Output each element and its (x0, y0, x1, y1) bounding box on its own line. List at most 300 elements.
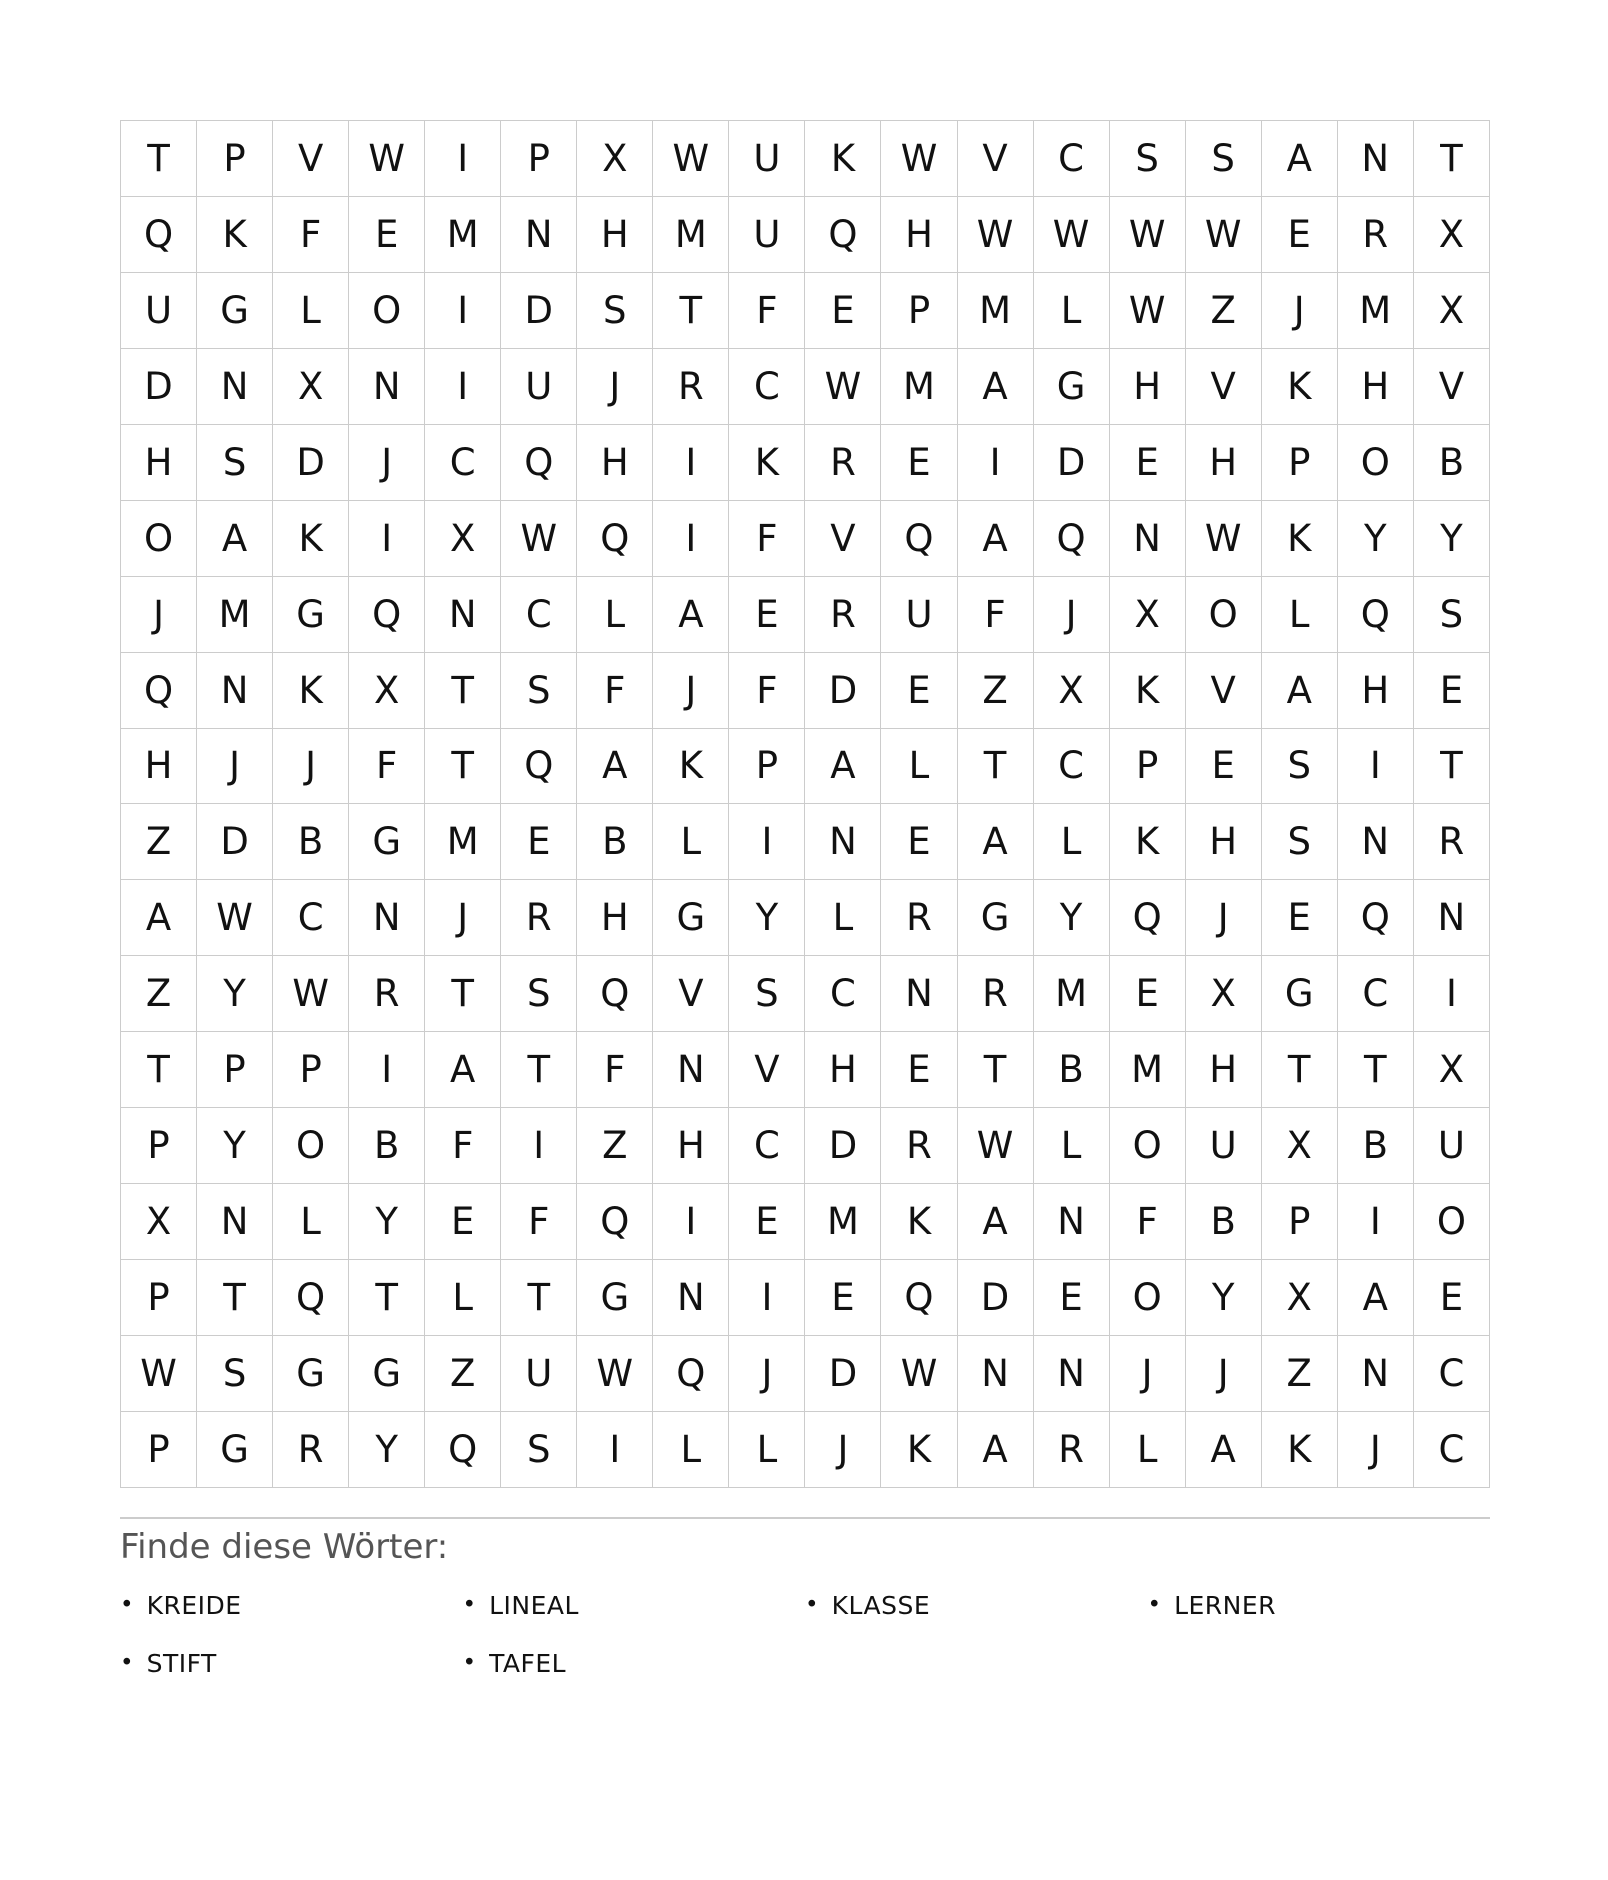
grid-cell: P (197, 121, 273, 197)
grid-cell: Y (1337, 500, 1413, 576)
grid-cell: E (805, 272, 881, 348)
grid-cell: E (1185, 728, 1261, 804)
grid-cell: Q (121, 196, 197, 272)
grid-cell: Q (1033, 500, 1109, 576)
grid-cell: E (1413, 1260, 1489, 1336)
word-list-item (805, 1588, 1148, 1622)
grid-cell: W (957, 1108, 1033, 1184)
grid-cell: E (881, 652, 957, 728)
grid-cell: W (1185, 500, 1261, 576)
grid-cell: M (881, 348, 957, 424)
grid-cell: Z (121, 804, 197, 880)
grid-cell: N (349, 348, 425, 424)
grid-cell: D (1033, 424, 1109, 500)
grid-cell: Q (577, 956, 653, 1032)
grid-row (121, 121, 1490, 197)
grid-cell: I (577, 1411, 653, 1487)
grid-cell: Q (881, 500, 957, 576)
grid-cell: B (577, 804, 653, 880)
grid-cell: S (1261, 728, 1337, 804)
grid-cell: X (1185, 956, 1261, 1032)
grid-cell: M (425, 804, 501, 880)
grid-cell: Y (729, 880, 805, 956)
grid-cell: P (197, 1032, 273, 1108)
grid-cell: H (1185, 424, 1261, 500)
grid-cell: C (1413, 1336, 1489, 1412)
grid-cell: Q (1109, 880, 1185, 956)
grid-cell: N (1033, 1336, 1109, 1412)
grid-cell: W (957, 196, 1033, 272)
grid-cell: X (1033, 652, 1109, 728)
grid-cell: L (425, 1260, 501, 1336)
grid-cell: X (1413, 1032, 1489, 1108)
grid-cell: X (1261, 1108, 1337, 1184)
grid-cell: N (805, 804, 881, 880)
grid-cell: C (425, 424, 501, 500)
grid-cell: Q (273, 1260, 349, 1336)
grid-row (121, 348, 1490, 424)
grid-row (121, 1260, 1490, 1336)
grid-cell: Q (425, 1411, 501, 1487)
grid-cell: J (577, 348, 653, 424)
grid-cell: V (957, 121, 1033, 197)
grid-cell: V (1185, 348, 1261, 424)
grid-cell: O (273, 1108, 349, 1184)
grid-cell: Q (501, 424, 577, 500)
grid-cell: J (729, 1336, 805, 1412)
grid-cell: B (1337, 1108, 1413, 1184)
grid-cell: K (729, 424, 805, 500)
grid-cell: G (653, 880, 729, 956)
grid-cell: L (1261, 576, 1337, 652)
grid-cell: T (121, 121, 197, 197)
grid-cell: N (653, 1032, 729, 1108)
word-list-item (1148, 1588, 1491, 1622)
grid-cell: N (425, 576, 501, 652)
grid-cell: J (121, 576, 197, 652)
grid-cell: S (501, 652, 577, 728)
grid-cell: M (1337, 272, 1413, 348)
grid-cell: G (1033, 348, 1109, 424)
grid-cell: R (881, 1108, 957, 1184)
grid-cell: T (197, 1260, 273, 1336)
grid-cell: J (1185, 880, 1261, 956)
grid-cell: H (1109, 348, 1185, 424)
grid-cell: Q (1337, 880, 1413, 956)
grid-cell: C (729, 348, 805, 424)
grid-cell: X (1413, 272, 1489, 348)
grid-cell: V (805, 500, 881, 576)
grid-cell: T (349, 1260, 425, 1336)
grid-cell: M (425, 196, 501, 272)
grid-cell: P (273, 1032, 349, 1108)
grid-cell: H (577, 880, 653, 956)
grid-row (121, 196, 1490, 272)
grid-cell: F (349, 728, 425, 804)
word-label: LERNER (1174, 1590, 1277, 1620)
grid-cell: L (1033, 272, 1109, 348)
grid-cell: T (121, 1032, 197, 1108)
grid-cell: E (425, 1184, 501, 1260)
grid-cell: M (957, 272, 1033, 348)
grid-cell: V (1413, 348, 1489, 424)
grid-cell: U (501, 348, 577, 424)
grid-cell: I (1337, 728, 1413, 804)
grid-cell: E (805, 1260, 881, 1336)
grid-cell: H (1185, 1032, 1261, 1108)
grid-cell: E (729, 1184, 805, 1260)
word-list-item (463, 1588, 806, 1622)
grid-cell: I (957, 424, 1033, 500)
grid-cell: L (1033, 1108, 1109, 1184)
grid-cell: R (805, 576, 881, 652)
grid-cell: G (1261, 956, 1337, 1032)
grid-cell: K (881, 1411, 957, 1487)
grid-cell: X (1413, 196, 1489, 272)
grid-cell: W (881, 1336, 957, 1412)
grid-cell: B (349, 1108, 425, 1184)
grid-cell: P (501, 121, 577, 197)
grid-cell: S (197, 424, 273, 500)
grid-cell: D (501, 272, 577, 348)
grid-row (121, 956, 1490, 1032)
grid-cell: N (1337, 121, 1413, 197)
grid-cell: W (577, 1336, 653, 1412)
grid-cell: W (1109, 272, 1185, 348)
grid-cell: J (1109, 1336, 1185, 1412)
grid-cell: G (349, 1336, 425, 1412)
grid-cell: Q (501, 728, 577, 804)
grid-cell: I (425, 121, 501, 197)
grid-cell: G (273, 576, 349, 652)
grid-cell: T (1413, 121, 1489, 197)
grid-cell: A (197, 500, 273, 576)
grid-cell: E (349, 196, 425, 272)
grid-row (121, 1184, 1490, 1260)
grid-cell: Q (653, 1336, 729, 1412)
grid-cell: W (1185, 196, 1261, 272)
grid-cell: D (805, 652, 881, 728)
grid-row (121, 804, 1490, 880)
grid-cell: K (1261, 1411, 1337, 1487)
grid-cell: A (957, 1411, 1033, 1487)
word-list-item (120, 1646, 463, 1680)
grid-cell: F (729, 500, 805, 576)
grid-cell: J (425, 880, 501, 956)
grid-cell: K (273, 652, 349, 728)
grid-cell: P (1109, 728, 1185, 804)
grid-cell: X (1109, 576, 1185, 652)
grid-cell: R (349, 956, 425, 1032)
grid-cell: V (729, 1032, 805, 1108)
grid-cell: Q (349, 576, 425, 652)
grid-cell: L (653, 804, 729, 880)
grid-cell: I (653, 500, 729, 576)
grid-cell: Z (1185, 272, 1261, 348)
grid-cell: C (1337, 956, 1413, 1032)
grid-cell: E (1413, 652, 1489, 728)
grid-cell: A (805, 728, 881, 804)
grid-cell: L (273, 1184, 349, 1260)
grid-cell: M (197, 576, 273, 652)
grid-cell: J (273, 728, 349, 804)
grid-cell: Q (577, 1184, 653, 1260)
word-list (120, 1588, 1490, 1680)
grid-cell: Z (425, 1336, 501, 1412)
grid-cell: N (349, 880, 425, 956)
grid-cell: H (805, 1032, 881, 1108)
grid-cell: X (349, 652, 425, 728)
grid-row (121, 1108, 1490, 1184)
grid-cell: K (881, 1184, 957, 1260)
grid-cell: L (881, 728, 957, 804)
grid-cell: I (653, 424, 729, 500)
grid-cell: D (197, 804, 273, 880)
grid-cell: J (805, 1411, 881, 1487)
grid-cell: H (1337, 348, 1413, 424)
grid-cell: U (501, 1336, 577, 1412)
grid-cell: I (425, 348, 501, 424)
grid-cell: E (1109, 956, 1185, 1032)
grid-cell: S (729, 956, 805, 1032)
grid-cell: W (881, 121, 957, 197)
grid-row (121, 652, 1490, 728)
grid-cell: K (653, 728, 729, 804)
grid-cell: D (121, 348, 197, 424)
grid-cell: L (1109, 1411, 1185, 1487)
grid-cell: F (577, 1032, 653, 1108)
grid-cell: A (121, 880, 197, 956)
grid-cell: H (121, 728, 197, 804)
grid-cell: E (881, 804, 957, 880)
grid-cell: F (425, 1108, 501, 1184)
grid-cell: A (1261, 121, 1337, 197)
grid-cell: I (501, 1108, 577, 1184)
word-list-heading: Finde diese Wörter: (120, 1527, 449, 1567)
word-label: LINEAL (489, 1590, 579, 1620)
grid-cell: S (197, 1336, 273, 1412)
grid-cell: R (273, 1411, 349, 1487)
grid-cell: L (805, 880, 881, 956)
grid-cell: A (425, 1032, 501, 1108)
grid-cell: D (805, 1108, 881, 1184)
grid-cell: F (1109, 1184, 1185, 1260)
grid-cell: O (121, 500, 197, 576)
grid-cell: J (1261, 272, 1337, 348)
grid-cell: S (1413, 576, 1489, 652)
grid-cell: F (577, 652, 653, 728)
grid-cell: Y (197, 1108, 273, 1184)
grid-cell: S (577, 272, 653, 348)
grid-cell: S (1261, 804, 1337, 880)
grid-cell: N (881, 956, 957, 1032)
grid-cell: E (881, 424, 957, 500)
grid-cell: S (501, 956, 577, 1032)
grid-cell: D (805, 1336, 881, 1412)
grid-cell: E (1261, 880, 1337, 956)
grid-cell: T (425, 728, 501, 804)
grid-cell: L (729, 1411, 805, 1487)
grid-cell: H (577, 196, 653, 272)
word-search-grid (120, 120, 1490, 1488)
bullet-icon: • (805, 1591, 819, 1618)
grid-cell: N (1337, 804, 1413, 880)
grid-cell: P (121, 1411, 197, 1487)
grid-row (121, 728, 1490, 804)
bullet-icon: • (462, 1649, 477, 1676)
grid-cell: O (349, 272, 425, 348)
grid-cell: A (957, 1184, 1033, 1260)
grid-cell: C (805, 956, 881, 1032)
grid-cell: Q (1337, 576, 1413, 652)
grid-cell: H (1185, 804, 1261, 880)
grid-cell: C (729, 1108, 805, 1184)
grid-cell: Q (805, 196, 881, 272)
grid-row (121, 500, 1490, 576)
grid-cell: P (1261, 1184, 1337, 1260)
grid-cell: J (653, 652, 729, 728)
grid-cell: E (501, 804, 577, 880)
grid-cell: I (349, 1032, 425, 1108)
grid-row (121, 1411, 1490, 1487)
grid-cell: X (121, 1184, 197, 1260)
grid-cell: W (653, 121, 729, 197)
grid-cell: P (121, 1108, 197, 1184)
grid-cell: C (1033, 728, 1109, 804)
word-list-item (463, 1646, 806, 1680)
grid-cell: H (881, 196, 957, 272)
grid-cell: A (653, 576, 729, 652)
grid-cell: R (1033, 1411, 1109, 1487)
grid-cell: K (273, 500, 349, 576)
grid-cell: J (1185, 1336, 1261, 1412)
grid-row (121, 880, 1490, 956)
grid-cell: N (1033, 1184, 1109, 1260)
grid-cell: J (197, 728, 273, 804)
grid-cell: E (729, 576, 805, 652)
grid-cell: Q (577, 500, 653, 576)
grid-cell: C (1033, 121, 1109, 197)
grid-cell: N (501, 196, 577, 272)
grid-cell: W (121, 1336, 197, 1412)
grid-cell: P (729, 728, 805, 804)
grid-cell: A (577, 728, 653, 804)
grid-cell: T (501, 1260, 577, 1336)
grid-cell: I (729, 804, 805, 880)
word-label: KREIDE (146, 1590, 242, 1620)
grid-cell: T (1413, 728, 1489, 804)
grid-cell: R (1337, 196, 1413, 272)
grid-cell: U (1413, 1108, 1489, 1184)
grid-cell: F (501, 1184, 577, 1260)
grid-row (121, 272, 1490, 348)
grid-cell: U (1185, 1108, 1261, 1184)
grid-cell: A (957, 500, 1033, 576)
grid-cell: F (729, 652, 805, 728)
grid-cell: O (1185, 576, 1261, 652)
grid-cell: S (1185, 121, 1261, 197)
grid-cell: G (273, 1336, 349, 1412)
grid-cell: E (1109, 424, 1185, 500)
grid-cell: F (957, 576, 1033, 652)
grid-cell: J (1337, 1411, 1413, 1487)
grid-cell: M (653, 196, 729, 272)
grid-cell: I (729, 1260, 805, 1336)
grid-cell: H (577, 424, 653, 500)
grid-cell: A (1185, 1411, 1261, 1487)
grid-cell: I (1413, 956, 1489, 1032)
grid-cell: I (1337, 1184, 1413, 1260)
grid-cell: O (1109, 1108, 1185, 1184)
grid-cell: W (501, 500, 577, 576)
grid-cell: N (1337, 1336, 1413, 1412)
grid-cell: U (121, 272, 197, 348)
word-list-item (120, 1588, 463, 1622)
grid-cell: R (881, 880, 957, 956)
grid-cell: I (425, 272, 501, 348)
grid-cell: N (197, 652, 273, 728)
grid-cell: K (1109, 804, 1185, 880)
grid-cell: R (805, 424, 881, 500)
grid-cell: C (273, 880, 349, 956)
grid-cell: I (653, 1184, 729, 1260)
grid-cell: R (957, 956, 1033, 1032)
grid-cell: M (1109, 1032, 1185, 1108)
grid-cell: T (957, 1032, 1033, 1108)
grid-cell: Y (349, 1411, 425, 1487)
grid-cell: H (1337, 652, 1413, 728)
grid-cell: O (1413, 1184, 1489, 1260)
grid-cell: X (577, 121, 653, 197)
grid-cell: T (1337, 1032, 1413, 1108)
grid-cell: H (121, 424, 197, 500)
grid-cell: B (1413, 424, 1489, 500)
grid-cell: E (881, 1032, 957, 1108)
bullet-icon: • (1147, 1591, 1162, 1618)
grid-cell: A (957, 804, 1033, 880)
grid-cell: T (653, 272, 729, 348)
grid-cell: G (577, 1260, 653, 1336)
grid-cell: N (957, 1336, 1033, 1412)
grid-cell: A (1261, 652, 1337, 728)
grid-cell: V (1185, 652, 1261, 728)
grid-cell: Z (1261, 1336, 1337, 1412)
grid-cell: C (1413, 1411, 1489, 1487)
grid-cell: W (805, 348, 881, 424)
grid-body (121, 121, 1490, 1488)
grid-cell: G (957, 880, 1033, 956)
grid-cell: C (501, 576, 577, 652)
word-label: KLASSE (831, 1590, 931, 1620)
section-divider (120, 1517, 1490, 1519)
grid-cell: B (273, 804, 349, 880)
grid-cell: L (653, 1411, 729, 1487)
grid-cell: W (1033, 196, 1109, 272)
grid-cell: Z (957, 652, 1033, 728)
grid-cell: F (729, 272, 805, 348)
grid-cell: T (425, 956, 501, 1032)
grid-cell: N (653, 1260, 729, 1336)
grid-cell: P (1261, 424, 1337, 500)
grid-cell: T (501, 1032, 577, 1108)
grid-cell: P (881, 272, 957, 348)
grid-cell: U (729, 121, 805, 197)
grid-cell: J (1033, 576, 1109, 652)
grid-cell: T (425, 652, 501, 728)
grid-cell: K (1261, 500, 1337, 576)
grid-cell: V (653, 956, 729, 1032)
grid-cell: S (1109, 121, 1185, 197)
